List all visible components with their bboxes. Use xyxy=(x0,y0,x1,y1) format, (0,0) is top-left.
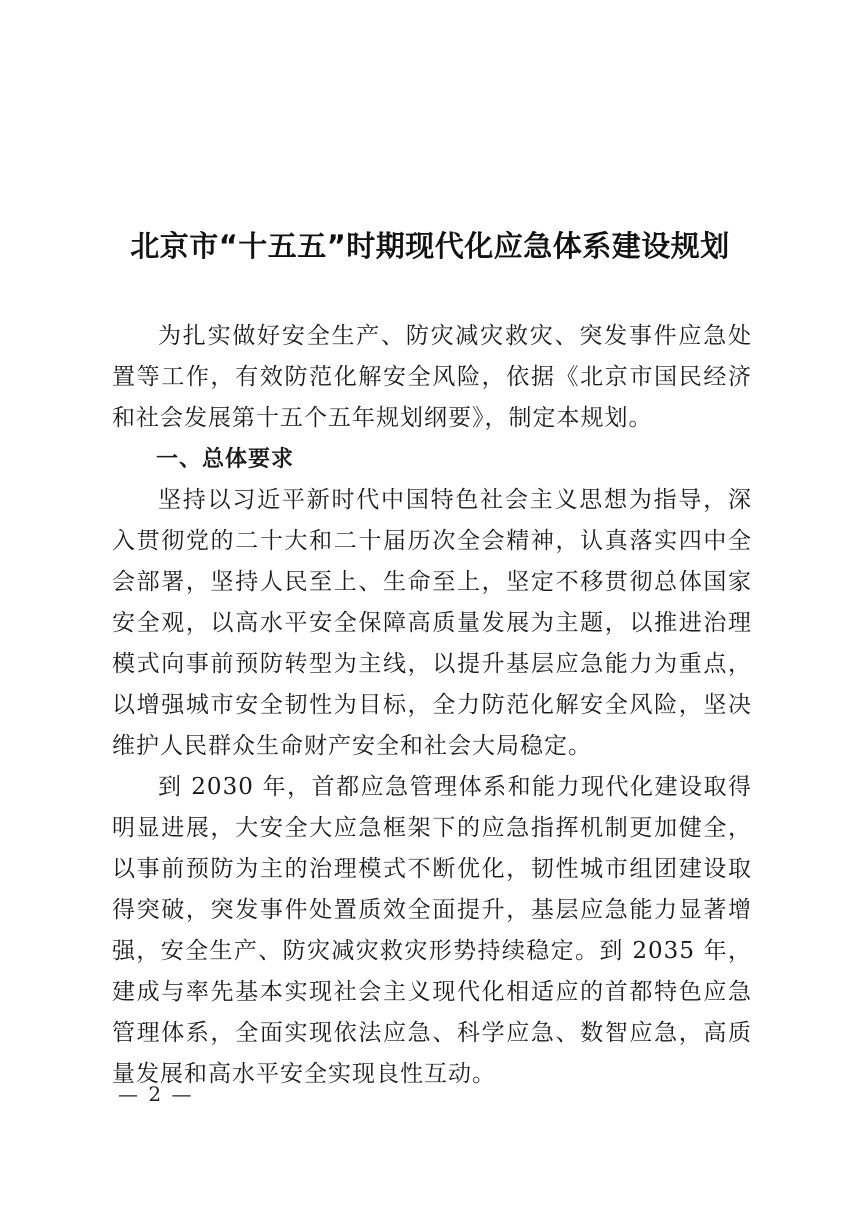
page-number: — 2 — xyxy=(118,1082,194,1106)
section-heading: 一、总体要求 xyxy=(156,447,295,472)
intro-paragraph: 为扎实做好安全生产、防灾减灾救灾、突发事件应急处置等工作，有效防范化解安全风险，依据《北京市国民经济和社会发展第十五个五年规划纲要》，制定本规划。 xyxy=(112,323,752,431)
guiding-principles-paragraph: 坚持以习近平新时代中国特色社会主义思想为指导，深入贯彻党的二十大和二十届历次全会精神，认真落实四中全会部署，坚持人民至上、生命至上，坚定不移贯彻总体国家安全观，以高水平安全保障高质量发展为主题，以推进治理模式向事前预防转型为主线，以提升基层应急能力为重点，以增强城市安全韧性为目标，全力防范化解安全风险，坚决维护人民群众生命财产安全和社会大局稳定。 xyxy=(112,487,752,759)
goals-paragraph: 到 2030 年，首都应急管理体系和能力现代化建设取得明显进展，大安全大应急框架下的应急指挥机制更加健全，以事前预防为主的治理模式不断优化，韧性城市组团建设取得突破，突发事件处置质效全面提升，基层应急能力显著增强，安全生产、防灾减灾救灾形势持续稳定。到 2035 年，建成与率先基本实现社会主义现代化相适应的首都特色应急管理体系，全面实现依法应急、科学应急、数智应急，高质量发展和高水平安全实现良性互动。 xyxy=(112,774,752,1087)
document-body xyxy=(112,316,752,1095)
document-title: 北京市“十五五”时期现代化应急体系建设规划 xyxy=(130,229,730,263)
